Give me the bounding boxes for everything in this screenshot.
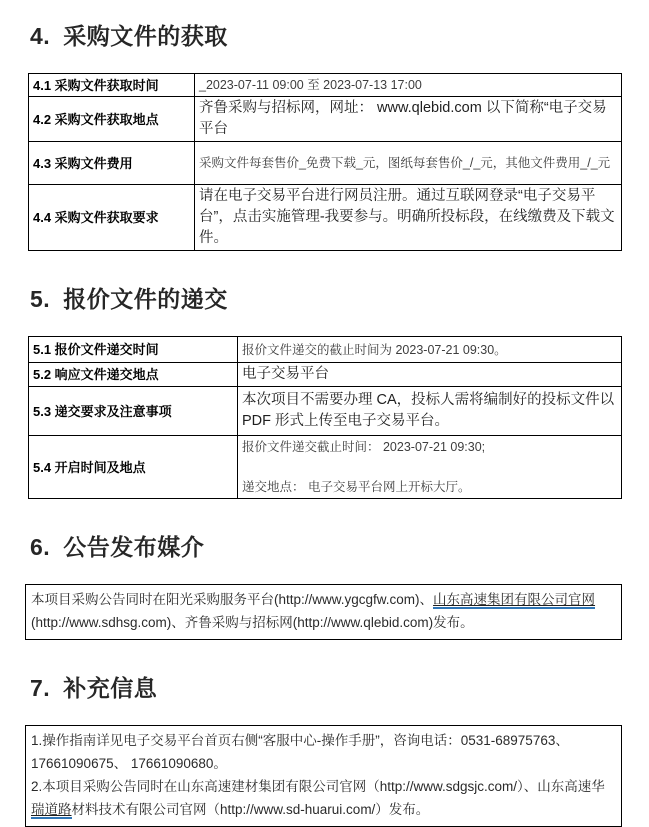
quotation-submission-table: [28, 336, 622, 499]
table-row: [29, 363, 622, 387]
row-value: [238, 436, 622, 499]
section-7-heading: [30, 670, 622, 703]
section-6-number: 6.: [30, 534, 51, 560]
section-5-number: 5.: [30, 286, 51, 312]
section-6-heading: [30, 529, 622, 562]
row-label: 5.2 响应文件递交地点: [29, 363, 238, 387]
section-4-heading: [30, 18, 622, 51]
row-label: 4.4 采购文件获取要求: [29, 185, 195, 251]
section-5-heading: [30, 281, 622, 314]
announcement-media-text: [31, 588, 615, 634]
table-row: [29, 97, 622, 142]
row-value: 采购文件每套售价_免费下载_元，图纸每套售价_/_元，其他文件费用_/_元: [195, 142, 622, 185]
additional-announcement-text: [31, 775, 615, 821]
announcement-text-segment: 材料技术有限公司官网（http://www.sd-huarui.com/）发布。: [71, 802, 430, 817]
section-7-number: 7.: [30, 675, 51, 701]
announcement-media-box: [25, 584, 622, 640]
row-value: 齐鲁采购与招标网，网址： www.qlebid.com 以下简称“电子交易平台: [195, 97, 622, 142]
opening-deadline-line: 报价文件递交截止时间： 2023-07-21 09:30;: [242, 440, 486, 454]
row-label: 5.1 报价文件递交时间: [29, 337, 238, 363]
announcement-text-segment: 2.本项目采购公告同时在山东高速建材集团有限公司官网（http://www.sdgsjc.com/）、山东高速华: [31, 779, 605, 794]
row-value: 请在电子交易平台进行网员注册。通过互联网登录“电子交易平台”，点击实施管理-我要参与。明确所投标段，在线缴费及下载文件。: [195, 185, 622, 251]
row-value: 报价文件递交的截止时间为 2023-07-21 09:30。: [238, 337, 622, 363]
section-5-title: 报价文件的递交: [63, 286, 228, 312]
media-text-segment: 本项目采购公告同时在阳光采购服务平台(http://www.ygcgfw.com)、: [31, 592, 434, 607]
table-row: [29, 142, 622, 185]
table-row: [29, 337, 622, 363]
section-6-title: 公告发布媒介: [63, 534, 205, 560]
row-label: 4.2 采购文件获取地点: [29, 97, 195, 142]
row-label: 4.1 采购文件获取时间: [29, 74, 195, 97]
row-label: 5.3 递交要求及注意事项: [29, 387, 238, 436]
supplementary-info-box: [25, 725, 622, 827]
section-4-title: 采购文件的获取: [63, 23, 228, 49]
media-text-segment: (http://www.sdhsg.com)、齐鲁采购与招标网(http://www.qlebid.com)发布。: [31, 615, 474, 630]
table-row: [29, 436, 622, 499]
opening-location-line: 递交地点： 电子交易平台网上开标大厅。: [242, 480, 471, 494]
row-value: _2023-07-11 09:00 至 2023-07-13 17:00: [195, 74, 622, 97]
section-4-number: 4.: [30, 23, 51, 49]
huarui-underlined-text[interactable]: 瑞道路: [31, 802, 72, 817]
section-7-title: 补充信息: [63, 675, 158, 701]
table-row: [29, 185, 622, 251]
row-value: 本次项目不需要办理 CA，投标人需将编制好的投标文件以 PDF 形式上传至电子交易平台。: [238, 387, 622, 436]
row-label: 5.4 开启时间及地点: [29, 436, 238, 499]
table-row: [29, 74, 622, 97]
row-value: 电子交易平台: [238, 363, 622, 387]
sdhsg-official-site-link[interactable]: 山东高速集团有限公司官网: [433, 592, 596, 607]
row-label: 4.3 采购文件费用: [29, 142, 195, 185]
procurement-file-table: [28, 73, 622, 251]
operation-guide-text: 1.操作指南详见电子交易平台首页右侧“客服中心-操作手册”，咨询电话：0531-68975763、 17661090675、 17661090680。: [31, 733, 569, 771]
table-row: [29, 387, 622, 436]
